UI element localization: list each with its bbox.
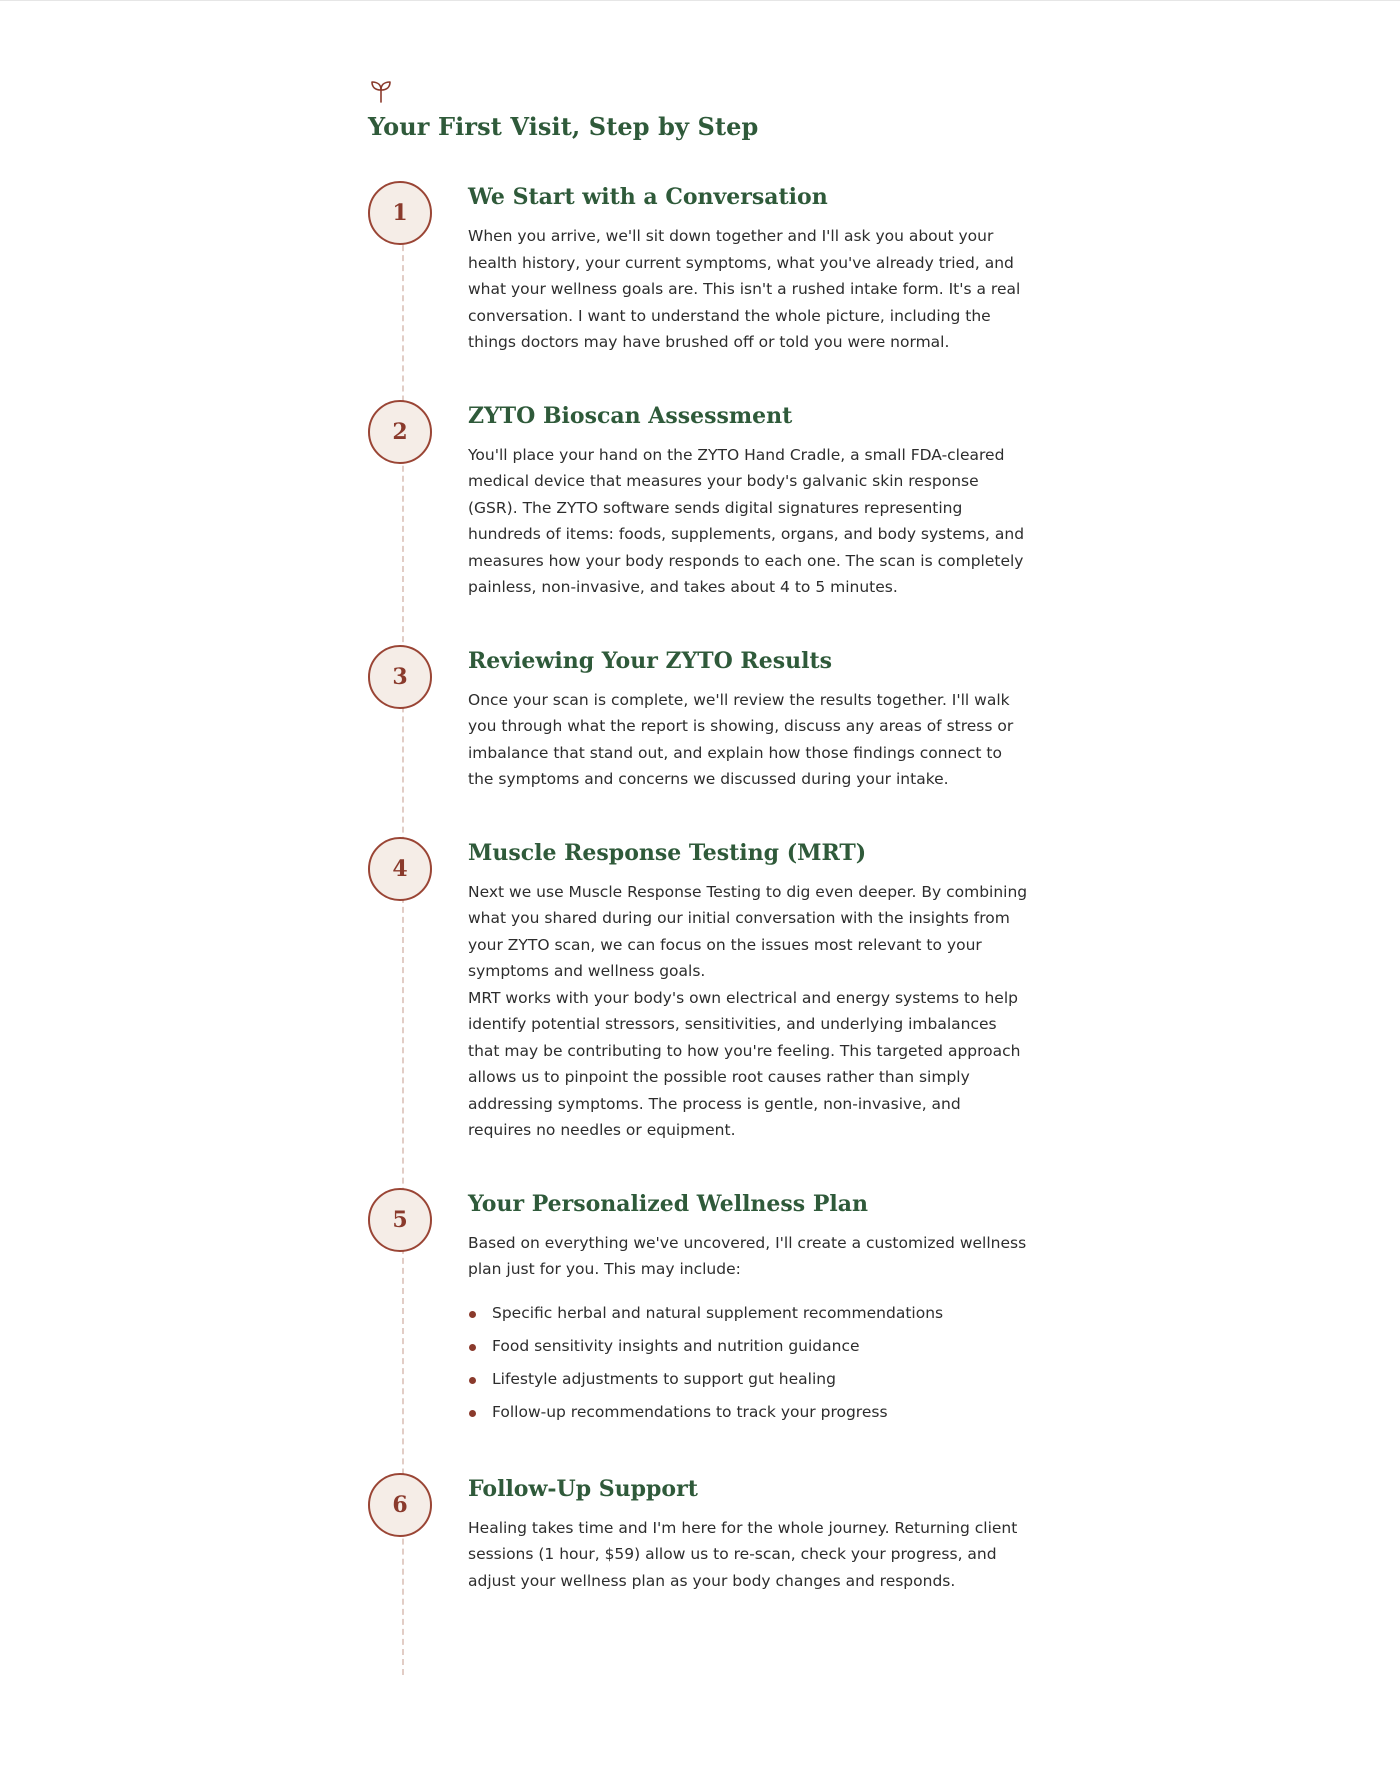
step-description: When you arrive, we'll sit down together and I'll ask you about your health history, your current symptoms, what you've already tried, and what your wellness goals are. This isn't a rushed intake form. It's a real conversation. I want to understand the whole picture, including the things doctors may have brushed off or told you were normal. bbox=[468, 227, 1021, 351]
plan-items-list bbox=[468, 1297, 1028, 1429]
step-item bbox=[368, 645, 1028, 793]
bullet-dot-icon bbox=[469, 1377, 476, 1384]
step-title: Follow-Up Support bbox=[468, 1475, 698, 1502]
list-item-text: Follow-up recommendations to track your progress bbox=[492, 1402, 888, 1421]
sprout-icon bbox=[368, 78, 394, 104]
bullet-dot-icon bbox=[469, 1410, 476, 1417]
step-item bbox=[368, 400, 1028, 601]
step-title: Muscle Response Testing (MRT) bbox=[468, 839, 867, 866]
top-divider bbox=[0, 0, 1400, 1]
step-item bbox=[368, 181, 1028, 356]
step-description: MRT works with your body's own electrical and energy systems to help identify potential stressors, sensitivities, and underlying imbalances that may be contributing to how you're feeling. This targeted approach allows us to pinpoint the possible root causes rather than simply addressing symptoms. The process is gentle, non-invasive, and requires no needles or equipment. bbox=[468, 988, 1021, 1139]
step-number-badge: 2 bbox=[368, 400, 432, 464]
step-title: Reviewing Your ZYTO Results bbox=[468, 647, 832, 674]
step-title: We Start with a Conversation bbox=[468, 184, 828, 210]
list-item bbox=[468, 1297, 1028, 1330]
step-number-badge: 1 bbox=[368, 181, 432, 245]
step-number-badge: 6 bbox=[368, 1473, 432, 1537]
step-description: Healing takes time and I'm here for the whole journey. Returning client sessions (1 hour, $59) allow us to re-scan, check your progress, and adjust your wellness plan as your body changes and responds. bbox=[468, 1518, 1018, 1590]
step-number-badge: 5 bbox=[368, 1188, 432, 1252]
step-description: Once your scan is complete, we'll review the results together. I'll walk you through what the report is showing, discuss any areas of stress or imbalance that stand out, and explain how those findings connect to the symptoms and concerns we discussed during your intake. bbox=[468, 690, 1014, 788]
step-number-badge: 4 bbox=[368, 837, 432, 901]
bullet-dot-icon bbox=[469, 1311, 476, 1318]
step-item bbox=[368, 1473, 1028, 1595]
list-item bbox=[468, 1330, 1028, 1363]
list-item bbox=[468, 1363, 1028, 1396]
bullet-dot-icon bbox=[469, 1344, 476, 1351]
step-description: You'll place your hand on the ZYTO Hand Cradle, a small FDA-cleared medical device that measures your body's galvanic skin response (GSR). The ZYTO software sends digital signatures representing hundreds of items: foods, supplements, organs, and body systems, and measures how your body responds to each one. The scan is completely painless, non-invasive, and takes about 4 to 5 minutes. bbox=[468, 445, 1025, 596]
step-number-badge: 3 bbox=[368, 645, 432, 709]
list-item-text: Specific herbal and natural supplement recommendations bbox=[492, 1303, 944, 1322]
section-title: Your First Visit, Step by Step bbox=[368, 112, 759, 141]
list-item-text: Lifestyle adjustments to support gut healing bbox=[492, 1369, 836, 1388]
step-description: Next we use Muscle Response Testing to dig even deeper. By combining what you shared during our initial conversation with the insights from your ZYTO scan, we can focus on the issues most relevant to your symptoms and wellness goals. bbox=[468, 882, 1028, 980]
step-description: Based on everything we've uncovered, I'll create a customized wellness plan just for you. This may include: bbox=[468, 1233, 1027, 1278]
list-item-text: Food sensitivity insights and nutrition guidance bbox=[492, 1336, 860, 1355]
first-visit-section bbox=[368, 78, 1028, 1594]
steps-timeline bbox=[368, 181, 1028, 1594]
step-title: ZYTO Bioscan Assessment bbox=[468, 402, 793, 429]
step-title: Your Personalized Wellness Plan bbox=[468, 1190, 869, 1217]
step-item bbox=[368, 837, 1028, 1144]
list-item bbox=[468, 1396, 1028, 1429]
step-item bbox=[368, 1188, 1028, 1429]
